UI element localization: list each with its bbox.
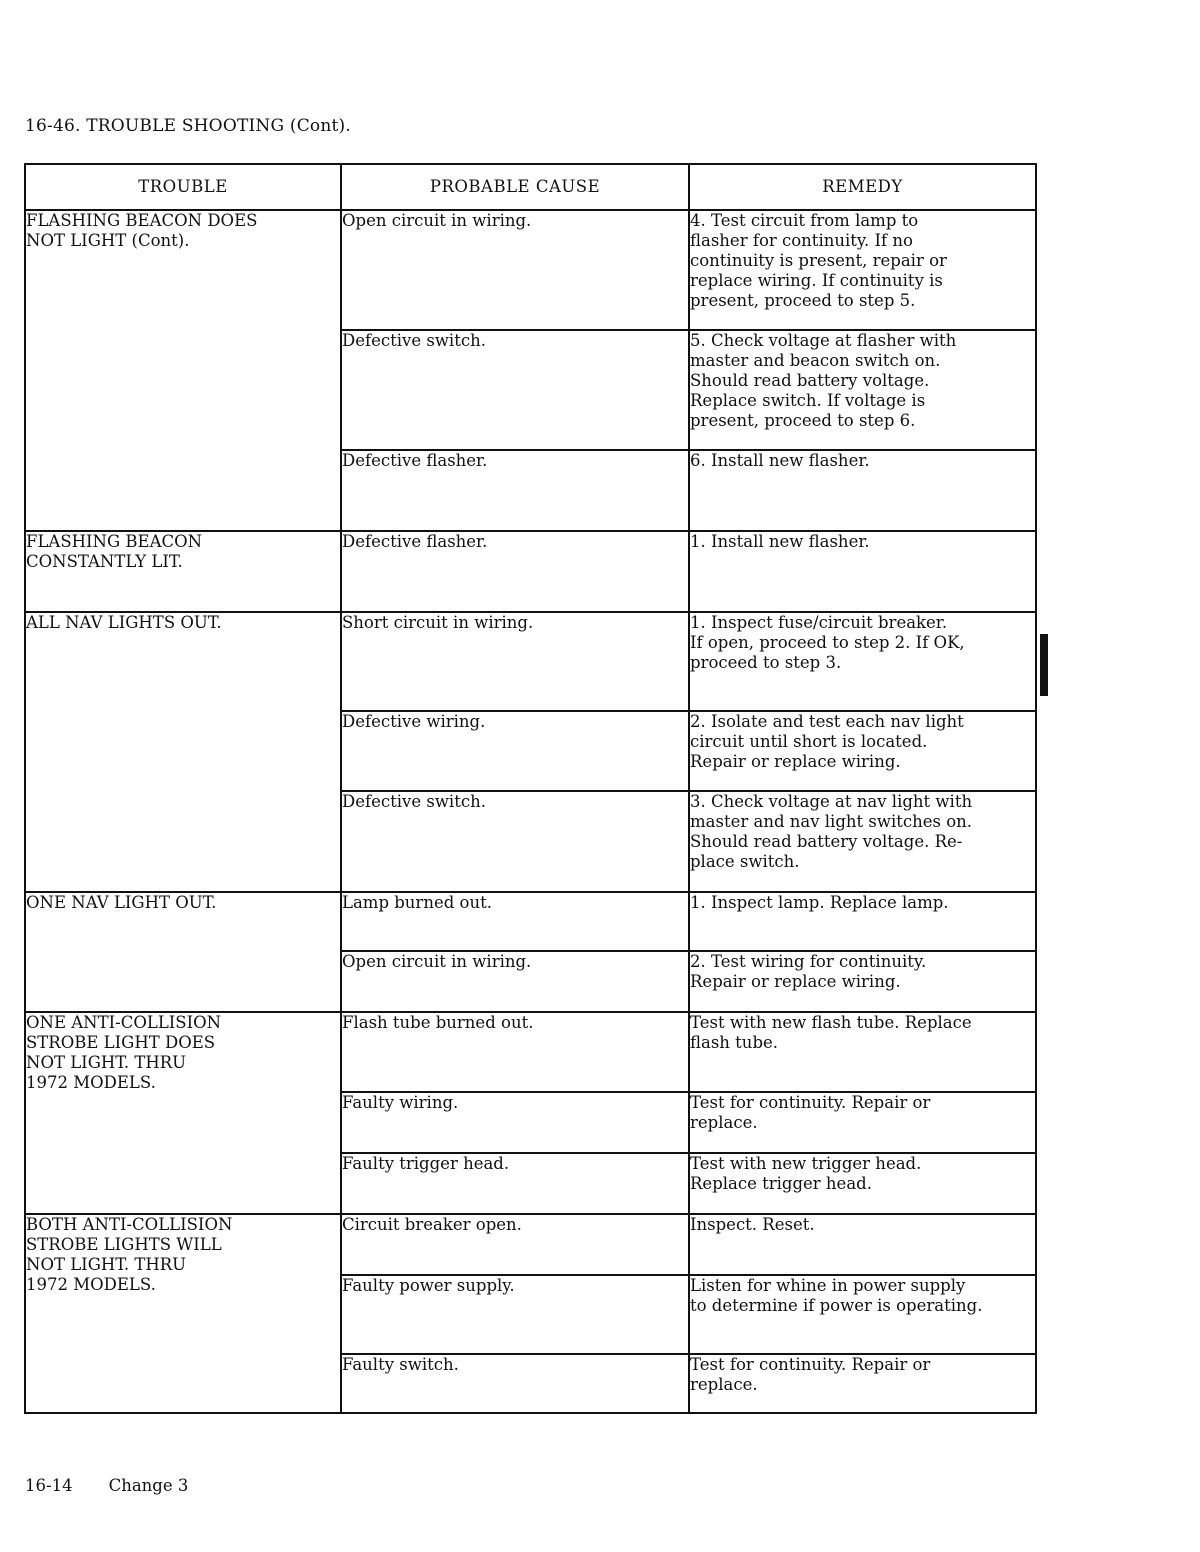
table-row: [25, 892, 1036, 951]
remedy-cell: 4. Test circuit from lamp to flasher for continuity. If no continuity is present, repair or replace wiring. If continuity is present, proceed to step 5.: [689, 210, 1036, 330]
remedy-cell: 2. Test wiring for continuity. Repair or replace wiring.: [689, 951, 1036, 1012]
remedy-cell: 3. Check voltage at nav light with master and nav light switches on. Should read battery voltage. Re- place switch.: [689, 791, 1036, 892]
header-probable-cause: PROBABLE CAUSE: [341, 164, 689, 210]
cause-cell: Defective flasher.: [341, 450, 689, 531]
table-row: [25, 210, 1036, 330]
trouble-cell: ONE ANTI-COLLISION STROBE LIGHT DOES NOT LIGHT. THRU 1972 MODELS.: [25, 1012, 341, 1214]
remedy-cell: Listen for whine in power supply to determine if power is operating.: [689, 1275, 1036, 1354]
page-number: 16-14: [25, 1476, 73, 1495]
cause-cell: Defective flasher.: [341, 531, 689, 612]
remedy-cell: 2. Isolate and test each nav light circuit until short is located. Repair or replace wiring.: [689, 711, 1036, 791]
remedy-cell: 1. Install new flasher.: [689, 531, 1036, 612]
table-row: [25, 1012, 1036, 1092]
cause-cell: Short circuit in wiring.: [341, 612, 689, 711]
cause-cell: Faulty wiring.: [341, 1092, 689, 1153]
remedy-cell: 1. Inspect lamp. Replace lamp.: [689, 892, 1036, 951]
troubleshooting-table: [24, 163, 1037, 1414]
table-row: [25, 1214, 1036, 1275]
page-footer: [25, 1476, 224, 1495]
cause-cell: Circuit breaker open.: [341, 1214, 689, 1275]
table-row: [25, 612, 1036, 711]
cause-cell: Flash tube burned out.: [341, 1012, 689, 1092]
remedy-cell: Test for continuity. Repair or replace.: [689, 1092, 1036, 1153]
cause-cell: Lamp burned out.: [341, 892, 689, 951]
trouble-cell: ALL NAV LIGHTS OUT.: [25, 612, 341, 892]
header-trouble: TROUBLE: [25, 164, 341, 210]
cause-cell: Defective switch.: [341, 330, 689, 450]
cause-cell: Open circuit in wiring.: [341, 951, 689, 1012]
change-label: Change 3: [108, 1476, 189, 1495]
remedy-cell: 1. Inspect fuse/circuit breaker. If open, proceed to step 2. If OK, proceed to step 3.: [689, 612, 1036, 711]
remedy-cell: Inspect. Reset.: [689, 1214, 1036, 1275]
trouble-cell: FLASHING BEACON CONSTANTLY LIT.: [25, 531, 341, 612]
cause-cell: Defective wiring.: [341, 711, 689, 791]
remedy-cell: Test with new trigger head. Replace trigger head.: [689, 1153, 1036, 1214]
cause-cell: Defective switch.: [341, 791, 689, 892]
trouble-cell: ONE NAV LIGHT OUT.: [25, 892, 341, 1012]
header-row: [25, 164, 1036, 210]
header-remedy: REMEDY: [689, 164, 1036, 210]
remedy-cell: 6. Install new flasher.: [689, 450, 1036, 531]
cause-cell: Faulty power supply.: [341, 1275, 689, 1354]
trouble-cell: FLASHING BEACON DOES NOT LIGHT (Cont).: [25, 210, 341, 531]
remedy-cell: 5. Check voltage at flasher with master and beacon switch on. Should read battery voltage. Replace switch. If voltage is present, proceed to step 6.: [689, 330, 1036, 450]
table-row: [25, 531, 1036, 612]
remedy-cell: Test for continuity. Repair or replace.: [689, 1354, 1036, 1413]
trouble-cell: BOTH ANTI-COLLISION STROBE LIGHTS WILL NOT LIGHT. THRU 1972 MODELS.: [25, 1214, 341, 1413]
cause-cell: Faulty trigger head.: [341, 1153, 689, 1214]
cause-cell: Faulty switch.: [341, 1354, 689, 1413]
section-heading: 16-46. TROUBLE SHOOTING (Cont).: [25, 116, 351, 136]
cause-cell: Open circuit in wiring.: [341, 210, 689, 330]
change-bar: [1040, 634, 1048, 696]
remedy-cell: Test with new flash tube. Replace flash tube.: [689, 1012, 1036, 1092]
